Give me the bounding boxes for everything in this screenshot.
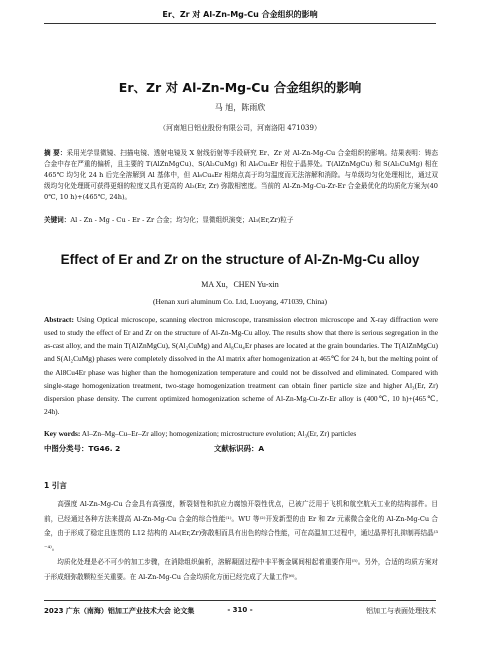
paragraph: 高强度 Al-Zn-Mg-Cu 合金具有高强度，断裂韧性和抗应力腐蚀开裂性优点，已被广泛用于飞机和航空航天工业的结构部件。目前，已经通过各种方法来提高 Al-Zn-Mg-Cu 合金的综合性能⁽¹⁾。WU 等⁽²⁾开发新型的由 Er 和 Zr 元素微合金化的 Al-Zn-Mg-Cu 合金，由于形成了稳定且连贯的 L12 结构的 Al₃(Er,Zr)弥散相而具有出色的综合性能，可在高温加工过程中，通过晶界钉扎抑制再结晶⁽³⁻⁴⁾。 [44,500,438,552]
chinese-abstract-text: 采用光学显微镜、扫描电镜、透射电镜及 X 射线衍射等手段研究 Er、Zr 对 Al-Zn-Mg-Cu 合金组织的影响。结果表明：铸态合金中存在严重的偏析，且主要的 T(AlZnMgCu)、S(Al₂CuMg) 和 Al₈Cu₄Er 相位于晶界处。T(AlZnMgCu) 和 S(Al₂CuMg) 相在 465℃ 均匀化 24 h 后完全溶解到 Al 基体中，但 Al₈Cu₄Er 相熔点高于均匀温度而无法溶解和消除。与单级均匀化处理相比，通过双级均匀化处理既可获得更细的粒度又具有更高的 Al₃(Er, Zr) 弥散相密度。当前的 Al-Zn-Mg-Cu-Zr-Er 合金最优化的均质化方案为(400℃, 10 h)+(465℃, 24h)。 [44,149,439,201]
clc-value: TG46. 2 [88,444,121,453]
english-keywords-label: Key words: [44,429,81,438]
chinese-abstract-label: 摘 要： [44,149,67,157]
chinese-keywords-text: Al - Zn - Mg - Cu - Er - Zr 合金；均匀化；显微组织演变；Al₃(Er,Zr)粒子 [70,216,294,224]
chinese-authors: 马 旭，陈雨欣 [214,103,266,112]
section-heading-introduction: 1 引言 [44,481,67,490]
chinese-affiliation: （河南旭日铝业股份有限公司，河南洛阳 471039） [159,124,321,132]
chinese-abstract [44,148,438,203]
doc-code-label: 文献标识码： [214,444,259,453]
english-abstract-label: Abstract: [44,315,74,324]
english-title: Effect of Er and Zr on the structure of Al-Zn-Mg-Cu alloy [60,252,420,267]
clc-label: 中图分类号： [44,444,89,453]
english-abstract [44,313,438,418]
chinese-title: Er、Zr 对 Al-Zn-Mg-Cu 合金组织的影响 [118,80,362,95]
english-abstract-text: Using Optical microscope, scanning electron microscope, transmission electron microscope and X-ray diffraction were used to study the effect of Er and Zr on the structure of Al-Zn-Mg-Cu alloy. The results show that there is serious segregation in the as-cast alloy, and the main T(AlZnMgCu), S(Al₂CuMg) and Al₈Cu₄Er phases are located at the grain boundaries. The T(AlZnMgCu) and S(Al₂CuMg) phases were completely dissolved in the Al matrix after homogenization at 465℃ for 24 h, but the melting point of the Al8Cu4Er phase was higher than the homogenization temperature and could not be dissolved and eliminated. Compared with single-stage homogenization treatment, two-stage homogenization treatment can obtain finer particle size and higher Al₃(Er, Zr) dispersion phase density. The current optimized homogenization scheme of Al-Zn-Mg-Cu-Zr-Er alloy is (400℃, 10 h)+(465℃, 24h). [44,315,438,417]
header-rule [44,23,436,24]
running-head: Er、Zr 对 Al-Zn-Mg-Cu 合金组织的影响 [162,10,318,19]
doc-code-value: A [258,444,265,453]
english-keywords [44,428,438,440]
english-keywords-text: Al–Zn–Mg–Cu–Er–Zr alloy; homogenization; microstructure evolution; Al₃(Er, Zr) particles [81,429,357,438]
footer-section: 铝加工与表面处理技术 [366,607,436,615]
paragraph: 均质化处理是必不可少的加工步骤，在消除组织偏析，溶解凝固过程中非平衡金属间相起着重要作用⁽⁵⁾。另外，合适的均质方案对于形成细弥散颗粒至关重要。在 Al-Zn-Mg-Cu 合金均质化方面已经完成了大量工作⁽⁶⁾。 [44,558,438,581]
document-code [214,443,264,454]
introduction-body [44,497,438,585]
footer-rule [44,600,436,601]
chinese-keywords [44,215,438,226]
english-authors: MA Xu，CHEN Yu-xin [201,280,279,289]
chinese-keywords-label: 关键词： [44,216,71,224]
english-affiliation: (Henan xuri aluminum Co. Ltd, Luoyang, 471039, China) [153,297,327,306]
classification-row [44,443,438,454]
footer-proceedings: 2023 广东（南海）铝加工产业技术大会 论文集 [44,607,195,615]
page-number: - 310 - [227,606,253,614]
